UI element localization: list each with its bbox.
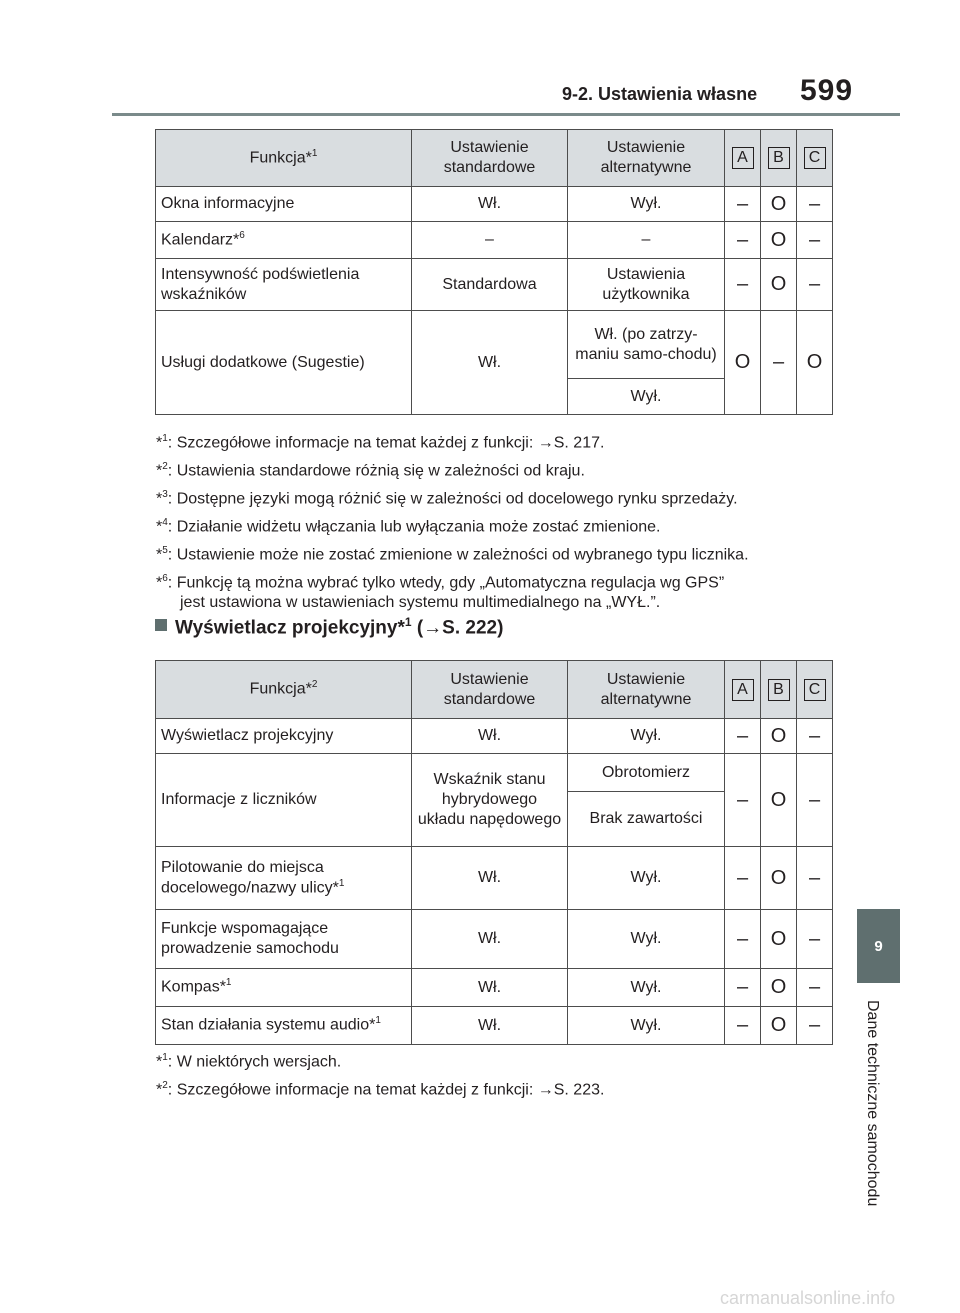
col-a: A: [725, 130, 761, 187]
footnote: *$^1$: Szczegółowe informacje na temat każdej z funkcji: →S. 217.: [156, 433, 605, 452]
table-cell: Wł.: [412, 847, 568, 910]
col-c: C: [797, 661, 833, 719]
table-cell: –: [725, 969, 761, 1007]
table-cell: O: [761, 1007, 797, 1045]
settings-table-1: [155, 129, 833, 415]
table-cell: Informacje z liczników: [156, 754, 412, 847]
table-cell: –: [797, 847, 833, 910]
table-cell: Wł.: [412, 719, 568, 754]
table-cell: O: [761, 222, 797, 259]
col-b: B: [761, 661, 797, 719]
table-cell: Ustawienia użytkownika: [568, 259, 725, 311]
table-cell: Wył.: [568, 969, 725, 1007]
col-a: A: [725, 661, 761, 719]
col-function: Funkcja*$^2$: [156, 661, 412, 719]
chapter-tab[interactable]: [857, 909, 900, 983]
table-cell: –: [797, 1007, 833, 1045]
table-cell: Kalendarz*$^6$: [156, 222, 412, 259]
table-cell: O: [797, 311, 833, 415]
table-row: [156, 754, 833, 792]
table-cell: –: [761, 311, 797, 415]
table-cell: O: [761, 754, 797, 847]
table-cell: Wył.: [568, 719, 725, 754]
col-standard: Ustawienie standardowe: [412, 661, 568, 719]
table-header: [156, 661, 833, 719]
table-cell: Pilotowanie do miejsca docelowego/nazwy ulicy*$^1$: [156, 847, 412, 910]
section-heading: Wyświetlacz projekcyjny*$^1$ (→S. 222): [155, 615, 503, 639]
table-cell: Wł.: [412, 969, 568, 1007]
table-row: [156, 847, 833, 910]
table-cell: –: [797, 719, 833, 754]
table-cell: –: [725, 1007, 761, 1045]
table-row: [156, 187, 833, 222]
table-cell: O: [761, 259, 797, 311]
table-cell: –: [725, 754, 761, 847]
table-cell: Okna informacyjne: [156, 187, 412, 222]
table-cell: Intensywność podświetlenia wskaźników: [156, 259, 412, 311]
table-cell: Standardowa: [412, 259, 568, 311]
table-cell: Wł. (po zatrzy-maniu samo-chodu): [568, 311, 725, 379]
square-bullet-icon: [155, 619, 167, 631]
col-function: Funkcja*$^1$: [156, 130, 412, 187]
table-cell: –: [725, 259, 761, 311]
table-cell: O: [761, 910, 797, 969]
col-alternative: Ustawienie alternatywne: [568, 130, 725, 187]
chapter-title: Dane techniczne samochodu: [864, 1000, 881, 1207]
table-cell: –: [797, 259, 833, 311]
footnote: *$^4$: Działanie widżetu włączania lub wyłączania może zostać zmienione.: [156, 517, 661, 536]
footnote: *$^1$: W niektórych wersjach.: [156, 1052, 342, 1071]
table-cell: –: [725, 847, 761, 910]
table-header: [156, 130, 833, 187]
table-cell: O: [761, 969, 797, 1007]
col-standard: Ustawienie standardowe: [412, 130, 568, 187]
footnote: *$^6$: Funkcję tą można wybrać tylko wtedy, gdy „Automatyczna regulacja wg GPS” jest ustawiona w ustawieniach systemu multimedialnego na „WYŁ.”.: [156, 573, 725, 612]
table-row: [156, 222, 833, 259]
table-cell: Usługi dodatkowe (Sugestie): [156, 311, 412, 415]
table-cell: –: [725, 910, 761, 969]
table-cell: –: [797, 910, 833, 969]
footnote: *$^3$: Dostępne języki mogą różnić się w zależności od docelowego rynku sprzedaży.: [156, 489, 738, 508]
table-cell: Funkcje wspomagające prowadzenie samochodu: [156, 910, 412, 969]
table-cell: –: [797, 187, 833, 222]
footnote: *$^2$: Szczegółowe informacje na temat każdej z funkcji: →S. 223.: [156, 1080, 605, 1099]
table-cell: Stan działania systemu audio*$^1$: [156, 1007, 412, 1045]
table-row: [156, 311, 833, 379]
table-cell: Wył.: [568, 910, 725, 969]
table-row: [156, 719, 833, 754]
table-cell: Wyświetlacz projekcyjny: [156, 719, 412, 754]
table-cell: –: [725, 187, 761, 222]
table-cell: Wskaźnik stanu hybrydowego układu napędowego: [412, 754, 568, 847]
table-cell: Wł.: [412, 910, 568, 969]
table-row: [156, 1007, 833, 1045]
table-cell: Wył.: [568, 1007, 725, 1045]
watermark: carmanualsonline.info: [720, 1288, 896, 1308]
table-cell: –: [797, 754, 833, 847]
table-cell: O: [761, 847, 797, 910]
table-cell: –: [725, 719, 761, 754]
col-b: B: [761, 130, 797, 187]
table-cell: –: [797, 222, 833, 259]
table-cell: Wył.: [568, 187, 725, 222]
col-alternative: Ustawienie alternatywne: [568, 661, 725, 719]
table-cell: Wył.: [568, 847, 725, 910]
header-rule: [112, 113, 900, 116]
table-row: [156, 969, 833, 1007]
footnote: *$^5$: Ustawienie może nie zostać zmienione w zależności od wybranego typu licznika.: [156, 545, 749, 564]
table-cell: Wł.: [412, 311, 568, 415]
col-c: C: [797, 130, 833, 187]
settings-table-2: [155, 660, 833, 1045]
table-row: [156, 259, 833, 311]
page-number: 599: [800, 74, 854, 107]
footnote: *$^2$: Ustawienia standardowe różnią się w zależności od kraju.: [156, 461, 585, 480]
table-cell: –: [412, 222, 568, 259]
table-cell: O: [761, 719, 797, 754]
table-cell: O: [761, 187, 797, 222]
table-cell: Wł.: [412, 187, 568, 222]
table-cell: Brak zawartości: [568, 792, 725, 847]
table-cell: –: [568, 222, 725, 259]
table-row: [156, 910, 833, 969]
table-cell: Kompas*$^1$: [156, 969, 412, 1007]
table-cell: Wł.: [412, 1007, 568, 1045]
table-cell: –: [797, 969, 833, 1007]
table-cell: Wył.: [568, 379, 725, 415]
table-cell: O: [725, 311, 761, 415]
chapter-number: 9: [874, 937, 883, 955]
table-cell: –: [725, 222, 761, 259]
table-cell: Obrotomierz: [568, 754, 725, 792]
section-title: 9-2. Ustawienia własne: [562, 84, 758, 104]
